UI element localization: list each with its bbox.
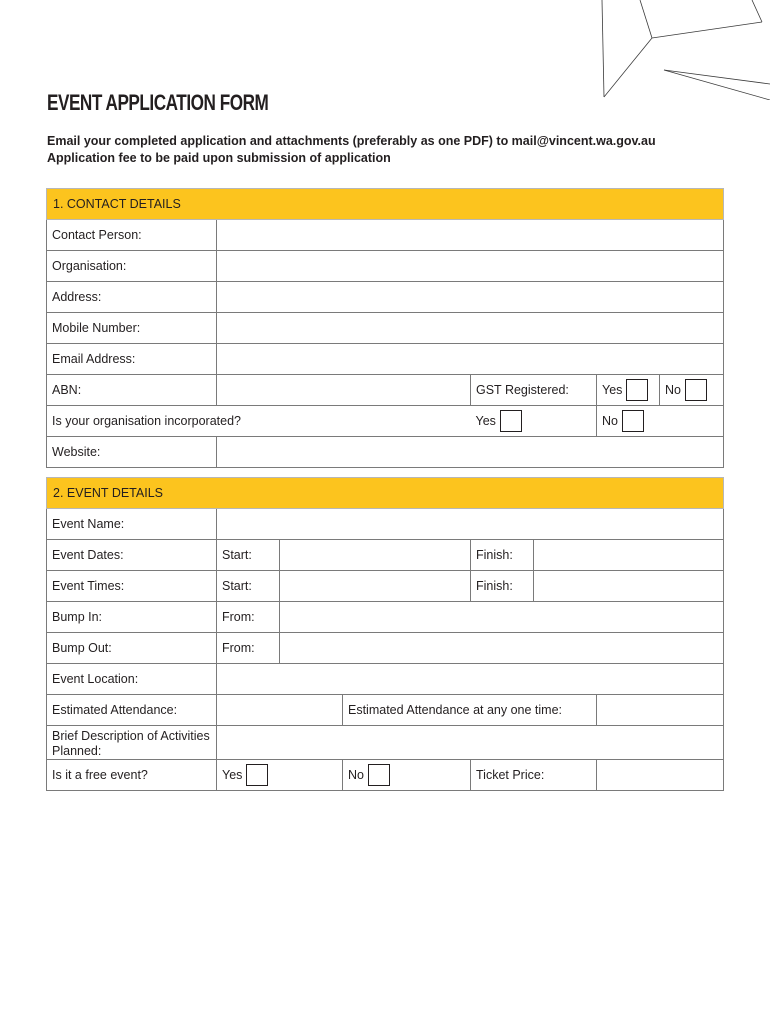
description-field[interactable] xyxy=(217,726,724,760)
form-title: EVENT APPLICATION FORM xyxy=(47,90,269,115)
incorporated-yes-label: Yes xyxy=(475,414,496,428)
mobile-field[interactable] xyxy=(217,313,724,344)
event-location-field[interactable] xyxy=(217,664,724,695)
free-no-checkbox[interactable] xyxy=(368,764,390,786)
contact-section-heading: 1. CONTACT DETAILS xyxy=(47,189,724,220)
abn-label: ABN: xyxy=(47,375,217,406)
dates-finish-label: Finish: xyxy=(471,540,534,571)
est-attendance-one-time-label: Estimated Attendance at any one time: xyxy=(343,695,597,726)
times-finish-label: Finish: xyxy=(471,571,534,602)
instruction-email: Email your completed application and attachments (preferably as one PDF) to mail@vincent.wa.gov.au xyxy=(47,134,656,148)
gst-yes-cell xyxy=(597,375,660,406)
contact-person-label: Contact Person: xyxy=(47,220,217,251)
bump-out-from-label: From: xyxy=(217,633,280,664)
gst-label: GST Registered: xyxy=(471,375,597,406)
bump-out-label: Bump Out: xyxy=(47,633,217,664)
incorporated-yes-cell xyxy=(471,406,597,437)
geometric-decoration xyxy=(592,0,770,100)
dates-finish-field[interactable] xyxy=(534,540,724,571)
free-no-cell xyxy=(343,760,471,791)
event-name-field[interactable] xyxy=(217,509,724,540)
est-attendance-label: Estimated Attendance: xyxy=(47,695,217,726)
email-label: Email Address: xyxy=(47,344,217,375)
email-field[interactable] xyxy=(217,344,724,375)
contact-details-table xyxy=(46,188,724,468)
incorporated-label: Is your organisation incorporated? xyxy=(47,406,471,437)
incorporated-no-cell xyxy=(597,406,724,437)
bump-in-label: Bump In: xyxy=(47,602,217,633)
free-yes-label: Yes xyxy=(222,768,243,782)
est-attendance-field[interactable] xyxy=(217,695,343,726)
times-start-field[interactable] xyxy=(280,571,471,602)
abn-field[interactable] xyxy=(217,375,471,406)
instruction-fee: Application fee to be paid upon submission of application xyxy=(47,151,391,165)
event-location-label: Event Location: xyxy=(47,664,217,695)
event-times-label: Event Times: xyxy=(47,571,217,602)
address-field[interactable] xyxy=(217,282,724,313)
event-section-heading: 2. EVENT DETAILS xyxy=(47,478,724,509)
description-label: Brief Description of Activities Planned: xyxy=(47,726,217,760)
ticket-price-label: Ticket Price: xyxy=(471,760,597,791)
gst-no-cell xyxy=(660,375,724,406)
event-name-label: Event Name: xyxy=(47,509,217,540)
gst-yes-checkbox[interactable] xyxy=(626,379,648,401)
free-yes-checkbox[interactable] xyxy=(246,764,268,786)
gst-no-label: No xyxy=(665,383,681,397)
event-dates-label: Event Dates: xyxy=(47,540,217,571)
gst-yes-label: Yes xyxy=(602,383,623,397)
address-label: Address: xyxy=(47,282,217,313)
free-yes-cell xyxy=(217,760,343,791)
incorporated-no-label: No xyxy=(602,414,618,428)
gst-no-checkbox[interactable] xyxy=(685,379,707,401)
times-finish-field[interactable] xyxy=(534,571,724,602)
bump-out-field[interactable] xyxy=(280,633,724,664)
bump-in-from-label: From: xyxy=(217,602,280,633)
dates-start-label: Start: xyxy=(217,540,280,571)
times-start-label: Start: xyxy=(217,571,280,602)
website-field[interactable] xyxy=(217,437,724,468)
free-no-label: No xyxy=(348,768,364,782)
contact-person-field[interactable] xyxy=(217,220,724,251)
bump-in-field[interactable] xyxy=(280,602,724,633)
free-event-label: Is it a free event? xyxy=(47,760,217,791)
dates-start-field[interactable] xyxy=(280,540,471,571)
website-label: Website: xyxy=(47,437,217,468)
incorporated-yes-checkbox[interactable] xyxy=(500,410,522,432)
instructions xyxy=(47,133,656,167)
ticket-price-field[interactable] xyxy=(597,760,724,791)
est-attendance-one-time-field[interactable] xyxy=(597,695,724,726)
organisation-label: Organisation: xyxy=(47,251,217,282)
event-details-table xyxy=(46,477,724,791)
incorporated-no-checkbox[interactable] xyxy=(622,410,644,432)
organisation-field[interactable] xyxy=(217,251,724,282)
mobile-label: Mobile Number: xyxy=(47,313,217,344)
